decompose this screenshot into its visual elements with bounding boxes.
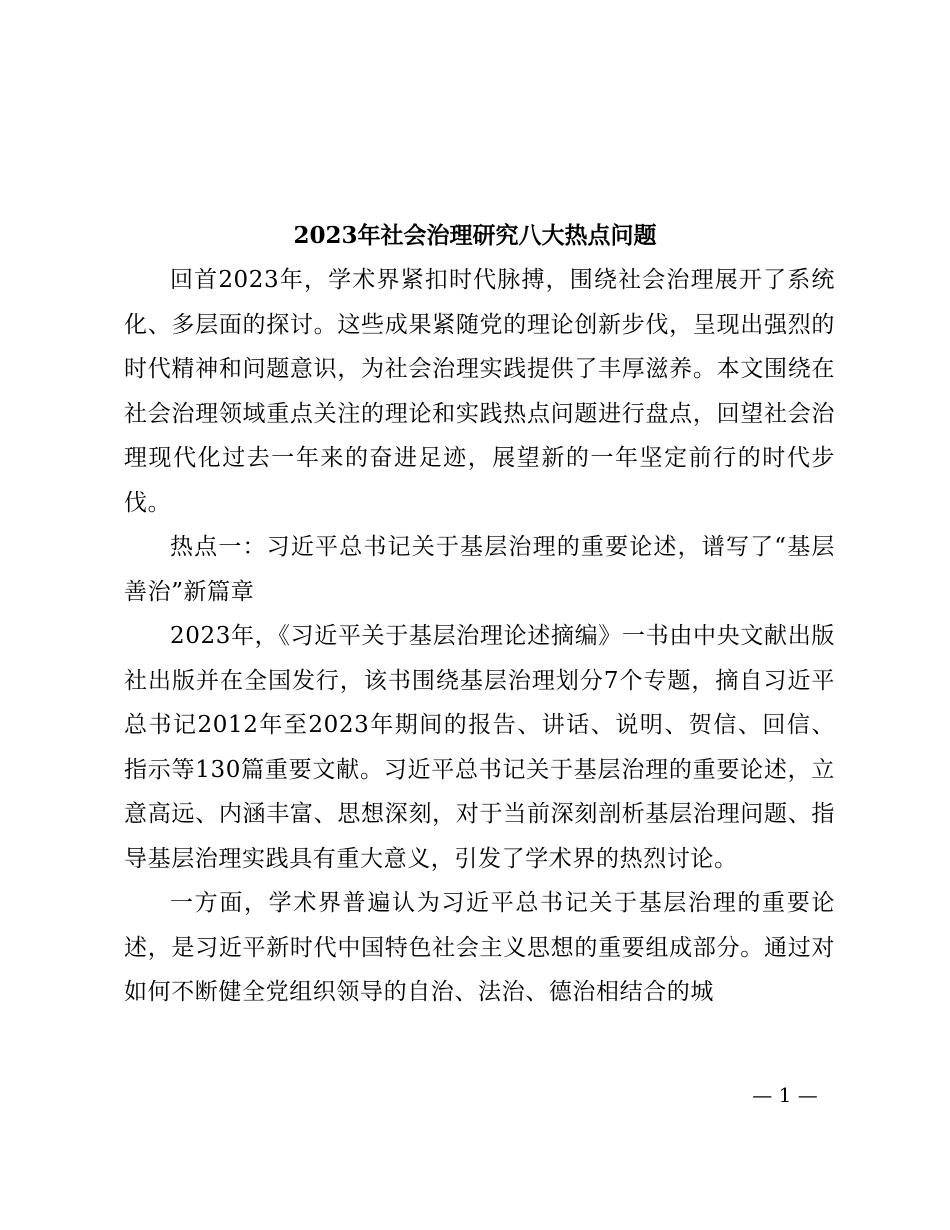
document-title: 2023年社会治理研究八大热点问题 — [293, 222, 657, 249]
document-body — [124, 258, 835, 1015]
page-number: — 1 — — [752, 1083, 818, 1107]
paragraph-academic-view: 一方面，学术界普遍认为习近平总书记关于基层治理的重要论述，是习近平新时代中国特色社会主义思想的重要组成部分。通过对如何不断健全党组织领导的自治、法治、德治相结合的城 — [124, 890, 835, 1005]
paragraph-book-summary: 2023年，《习近平关于基层治理论述摘编》一书由中央文献出版社出版并在全国发行，该书围绕基层治理划分7个专题，摘自习近平总书记2012年至2023年期间的报告、讲话、说明、贺信、回信、指示等130篇重要文献。习近平总书记关于基层治理的重要论述，立意高远、内涵丰富、思想深刻，对于当前深刻剖析基层治理问题、指导基层治理实践具有重大意义，引发了学术界的热烈讨论。 — [124, 623, 835, 872]
paragraph-intro: 回首2023年，学术界紧扣时代脉搏，围绕社会治理展开了系统化、多层面的探讨。这些成果紧随党的理论创新步伐，呈现出强烈的时代精神和问题意识，为社会治理实践提供了丰厚滋养。本文围绕在社会治理领域重点关注的理论和实践热点问题进行盘点，回望社会治理现代化过去一年来的奋进足迹，展望新的一年坚定前行的时代步伐。 — [124, 267, 835, 516]
paragraph-hotspot-one-heading: 热点一：习近平总书记关于基层治理的重要论述，谱写了“基层善治”新篇章 — [124, 534, 835, 605]
